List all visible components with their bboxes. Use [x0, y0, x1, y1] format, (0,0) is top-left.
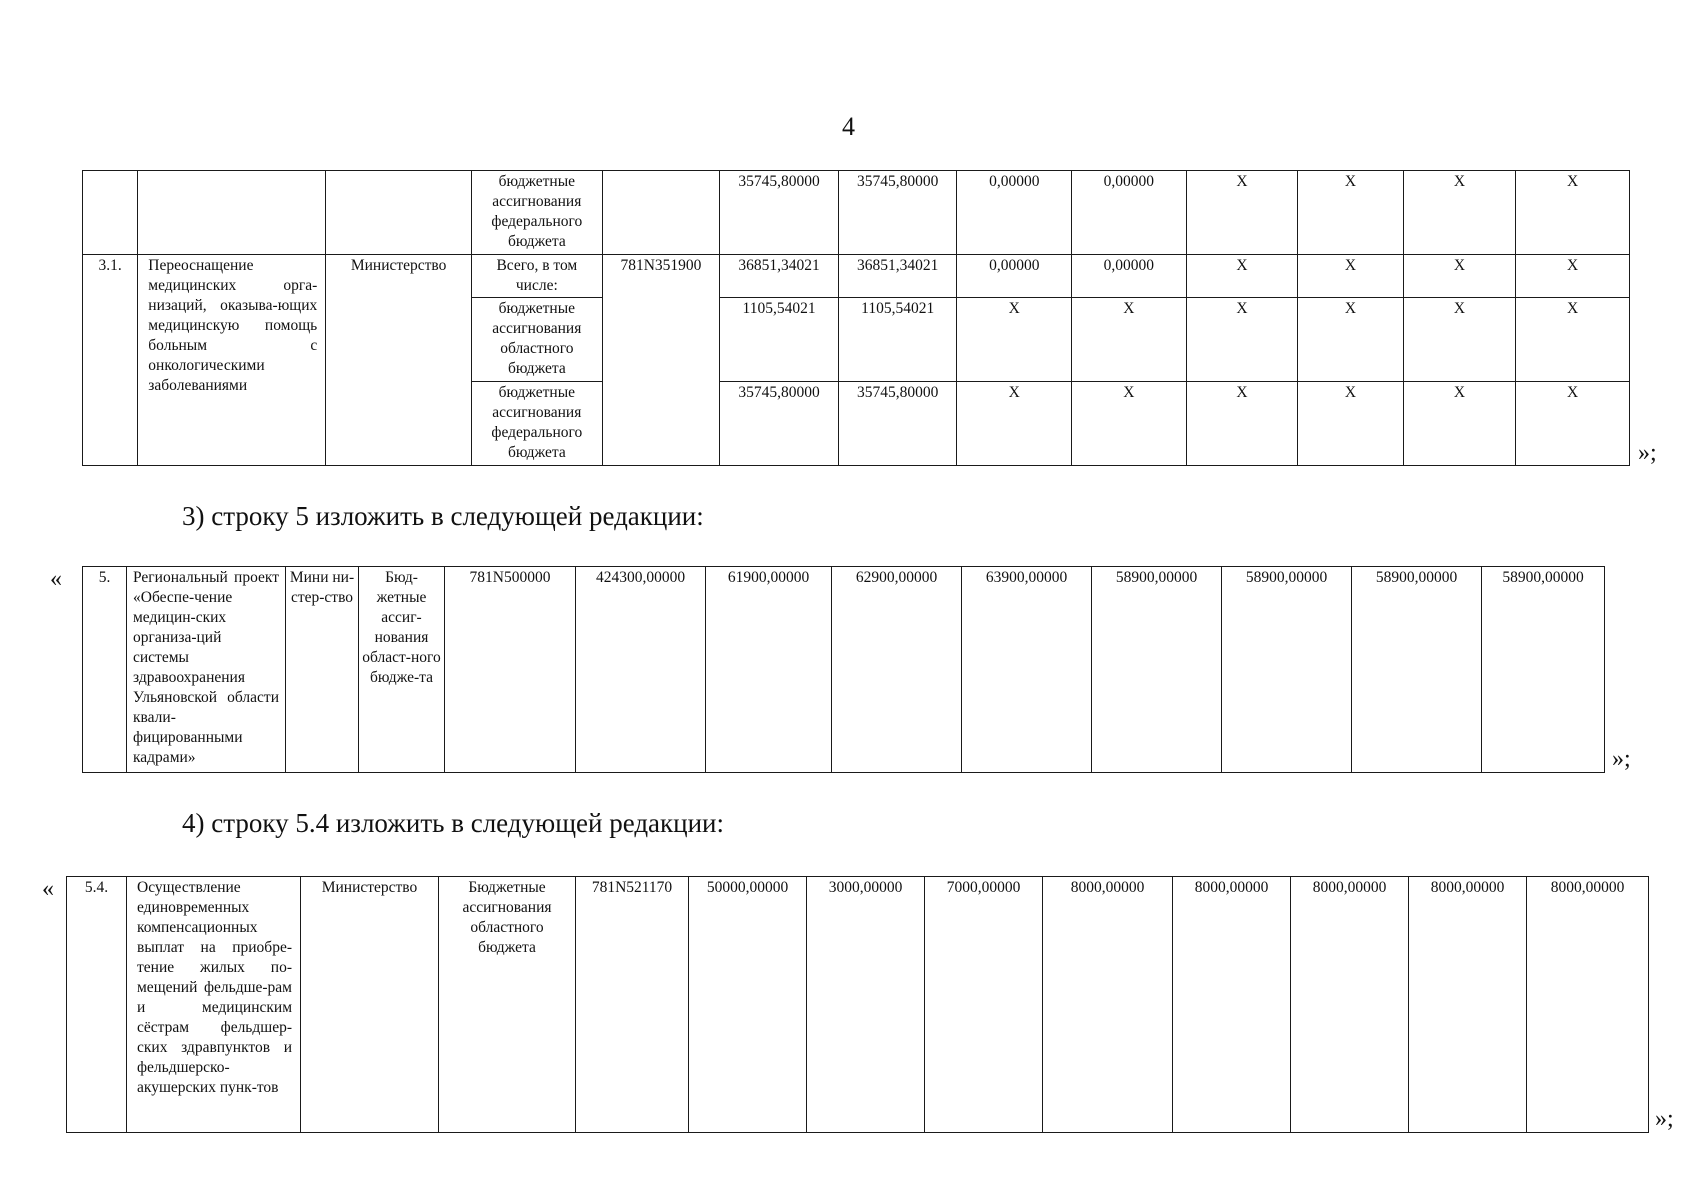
opening-quote: « — [42, 876, 54, 902]
cell-empty — [83, 171, 138, 255]
cell-value: X — [1298, 298, 1404, 382]
cell-value: 8000,00000 — [1173, 877, 1291, 1133]
cell-value: X — [957, 298, 1072, 382]
cell-value: 424300,00000 — [576, 567, 706, 773]
cell-value: X — [1298, 171, 1404, 255]
cell-value: X — [1516, 298, 1630, 382]
cell-value: X — [957, 382, 1072, 466]
cell-fin-source: бюджетные ассигнования областного бюджета — [472, 298, 603, 382]
cell-value: X — [1403, 298, 1516, 382]
cell-value: X — [1186, 255, 1298, 298]
cell-value: 1105,54021 — [720, 298, 839, 382]
table-row-5 — [82, 566, 1605, 773]
cell-value: 8000,00000 — [1527, 877, 1649, 1133]
cell-empty — [326, 171, 472, 255]
table-row — [83, 567, 1605, 773]
row-name: Переоснащение медицинских орга-низаций, оказыва-ющих медицинскую помощь больным с онкологическими заболеваниями — [138, 255, 326, 466]
opening-quote: « — [50, 566, 62, 592]
cell-value: X — [1072, 382, 1187, 466]
row-code: 781N351900 — [602, 255, 720, 466]
row-executor: Министерство — [301, 877, 439, 1133]
section-heading-4: 4) строку 5.4 изложить в следующей редакции: — [182, 808, 725, 838]
cell-value: 0,00000 — [1072, 171, 1187, 255]
cell-value: X — [1516, 382, 1630, 466]
cell-value: 0,00000 — [957, 255, 1072, 298]
row-source: Бюджетные ассигнования областного бюджета — [439, 877, 576, 1133]
cell-value: 8000,00000 — [1409, 877, 1527, 1133]
cell-value: X — [1298, 382, 1404, 466]
cell-value: 35745,80000 — [720, 171, 839, 255]
row-code: 781N521170 — [576, 877, 689, 1133]
cell-value: X — [1186, 298, 1298, 382]
row-number: 3.1. — [83, 255, 138, 466]
cell-value: X — [1403, 255, 1516, 298]
cell-value: 58900,00000 — [1092, 567, 1222, 773]
table-row — [83, 171, 1630, 255]
row-code: 781N500000 — [445, 567, 576, 773]
closing-quote: »; — [1612, 746, 1631, 772]
cell-value: X — [1516, 171, 1630, 255]
row-number: 5.4. — [67, 877, 127, 1133]
table-row — [83, 255, 1630, 298]
row-executor: Мини ни-стер-ство — [286, 567, 359, 773]
cell-value: 8000,00000 — [1291, 877, 1409, 1133]
table-row-5-4 — [66, 876, 1649, 1133]
cell-value: 3000,00000 — [807, 877, 925, 1133]
cell-fin-source: бюджетные ассигнования федерального бюджета — [472, 382, 603, 466]
cell-value: 35745,80000 — [838, 382, 957, 466]
cell-value: 35745,80000 — [838, 171, 957, 255]
cell-fin-source: бюджетные ассигнования федерального бюджета — [472, 171, 603, 255]
cell-value: 8000,00000 — [1043, 877, 1173, 1133]
cell-value: 58900,00000 — [1222, 567, 1352, 773]
closing-quote: »; — [1655, 1106, 1674, 1132]
cell-value: X — [1403, 382, 1516, 466]
cell-value: 50000,00000 — [689, 877, 807, 1133]
table-program-rows — [82, 170, 1630, 466]
cell-value: X — [1186, 171, 1298, 255]
cell-value: X — [1516, 255, 1630, 298]
cell-value: 58900,00000 — [1482, 567, 1605, 773]
cell-value: 63900,00000 — [962, 567, 1092, 773]
cell-fin-source: Всего, в том числе: — [472, 255, 603, 298]
cell-value: 36851,34021 — [720, 255, 839, 298]
page-number: 4 — [842, 112, 855, 141]
cell-value: 1105,54021 — [838, 298, 957, 382]
table-row — [67, 877, 1649, 1133]
cell-empty — [138, 171, 326, 255]
cell-value: 58900,00000 — [1352, 567, 1482, 773]
closing-quote: »; — [1638, 440, 1657, 466]
cell-value: 62900,00000 — [832, 567, 962, 773]
cell-value: 7000,00000 — [925, 877, 1043, 1133]
row-name: Региональный проект «Обеспе-чение медицин-ских организа-ций системы здравоохранения Ульяновской области квали-фицированными кадрами» — [127, 567, 286, 773]
cell-value: 61900,00000 — [706, 567, 832, 773]
row-name: Осуществление единовременных компенсационных выплат на приобре-тение жилых по-мещений фельдше-рам и медицинским сёстрам фельдшер-ских здравпунктов и фельдшерско-акушерских пунк-тов — [127, 877, 301, 1133]
cell-value: 0,00000 — [957, 171, 1072, 255]
cell-value: 35745,80000 — [720, 382, 839, 466]
cell-value: 36851,34021 — [838, 255, 957, 298]
cell-value: X — [1403, 171, 1516, 255]
cell-value: X — [1072, 298, 1187, 382]
row-source: Бюд-жетные ассиг-нования област-ного бюдже-та — [359, 567, 445, 773]
row-executor: Министерство — [326, 255, 472, 466]
cell-value: 0,00000 — [1072, 255, 1187, 298]
row-number: 5. — [83, 567, 127, 773]
cell-value: X — [1186, 382, 1298, 466]
cell-value: X — [1298, 255, 1404, 298]
cell-empty — [602, 171, 720, 255]
section-heading-3: 3) строку 5 изложить в следующей редакции: — [182, 501, 704, 531]
